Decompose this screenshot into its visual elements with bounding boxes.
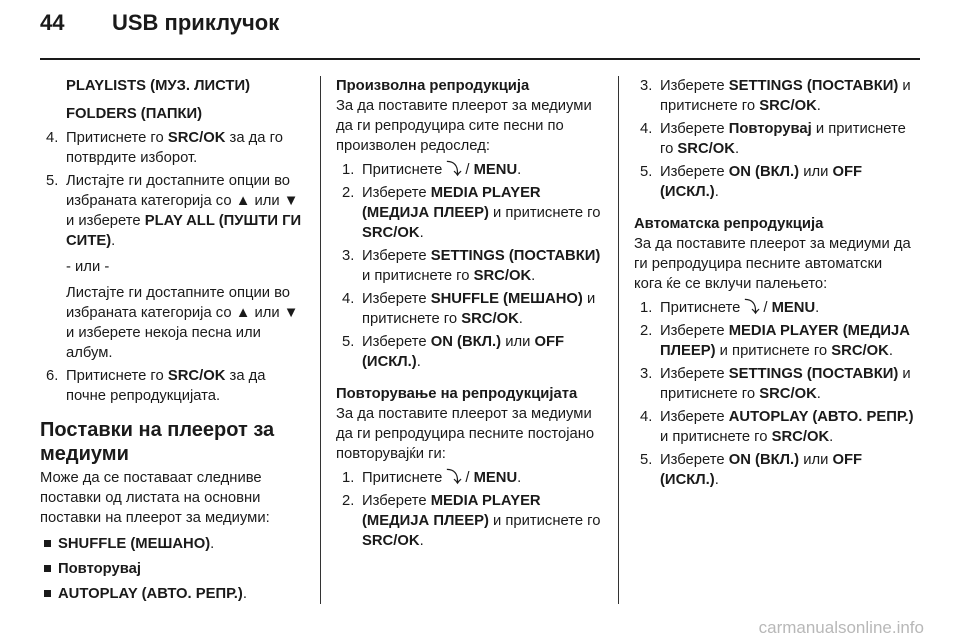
- steps-list: [40, 128, 302, 406]
- section-body: За да поставите плеерот за медиуми да ги репродуцира песните постојано повторувајќи ги:: [336, 406, 595, 462]
- list-item: SHUFFLE (МЕШАНО).: [40, 534, 302, 554]
- or-separator: - или -: [66, 259, 110, 275]
- bullet-square-icon: [44, 590, 51, 597]
- bullet-square-icon: [44, 540, 51, 547]
- list-item: 1. Притиснете ⤵ / MENU.: [342, 162, 522, 178]
- section-body: Може да се поставаат следниве поставки од листата на основни поставки на плеерот за медиуми:: [40, 470, 270, 526]
- list-item: 2. Изберете MEDIA PLAYER (МЕДИЈА ПЛЕЕР) и притиснете го SRC/OK.: [342, 185, 601, 241]
- phone-icon: ⤵: [446, 470, 462, 486]
- list-item: 4. Изберете Повторувај и притиснете го SRC/OK.: [640, 121, 906, 157]
- lead-folders: FOLDERS (ПАПКИ): [66, 106, 203, 122]
- phone-icon: ⤵: [744, 300, 760, 316]
- column-divider-2: [618, 76, 619, 604]
- list-item: 5. Листајте ги достапните опции во избраната категорија со ▲ или ▼ и изберете PLAY ALL (ПУШТИ ГИ СИТЕ). - или - Листајте ги достапните опции во избраната категорија со ▲ или ▼ и изберете некоја песна или албум.: [46, 173, 302, 361]
- page-header: [40, 10, 279, 36]
- steps-list: [634, 298, 914, 490]
- steps-list: [634, 76, 914, 202]
- bullet-list: [40, 534, 302, 604]
- list-item: 1. Притиснете ⤵ / MENU.: [640, 300, 820, 316]
- list-item: 5. Изберете ON (ВКЛ.) или OFF (ИСКЛ.).: [342, 334, 565, 370]
- lead-playlists: PLAYLISTS (МУЗ. ЛИСТИ): [66, 78, 251, 94]
- column-2: [336, 76, 604, 554]
- steps-list: [336, 160, 604, 372]
- column-divider-1: [320, 76, 321, 604]
- section-heading-shuffle: Произволна репродукција: [336, 78, 530, 94]
- list-item: 4. Изберете AUTOPLAY (АВТО. РЕПР.) и притиснете го SRC/OK.: [640, 409, 914, 445]
- list-item: 3. Изберете SETTINGS (ПОСТАВКИ) и притиснете го SRC/OK.: [342, 248, 601, 284]
- section-body: За да поставите плеерот за медиуми да ги репродуцира сите песни по произволен редослед:: [336, 98, 592, 154]
- list-item: 4. Притиснете го SRC/OK за да го потврдите изборот.: [46, 130, 283, 166]
- list-item: AUTOPLAY (АВТО. РЕПР.).: [40, 584, 302, 604]
- list-item: 2. Изберете MEDIA PLAYER (МЕДИЈА ПЛЕЕР) и притиснете го SRC/OK.: [640, 323, 910, 359]
- page-title: USB приклучок: [112, 10, 280, 35]
- steps-list: [336, 468, 604, 551]
- list-item: 5. Изберете ON (ВКЛ.) или OFF (ИСКЛ.).: [640, 164, 863, 200]
- list-item: 4. Изберете SHUFFLE (МЕШАНО) и притиснете го SRC/OK.: [342, 291, 596, 327]
- list-item: 3. Изберете SETTINGS (ПОСТАВКИ) и притиснете го SRC/OK.: [640, 78, 911, 114]
- header-rule: [40, 58, 920, 60]
- column-3: [634, 76, 914, 493]
- watermark: carmanualsonline.info: [758, 618, 924, 637]
- list-item: Повторувај: [40, 559, 302, 579]
- alt-instruction: Листајте ги достапните опции во избраната категорија со ▲ или ▼ и изберете некоја песна или албум.: [66, 285, 299, 361]
- section-heading-autoplay: Автоматска репродукција: [634, 216, 824, 232]
- section-heading-media-settings: Поставки на плеерот за медиуми: [40, 419, 275, 465]
- section-heading-repeat: Повторување на репродукцијата: [336, 386, 578, 402]
- list-item: 2. Изберете MEDIA PLAYER (МЕДИЈА ПЛЕЕР) и притиснете го SRC/OK.: [342, 493, 601, 549]
- phone-icon: ⤵: [446, 162, 462, 178]
- list-item: 3. Изберете SETTINGS (ПОСТАВКИ) и притиснете го SRC/OK.: [640, 366, 911, 402]
- section-body: За да поставите плеерот за медиуми да ги репродуцира песните автоматски кога ќе се вклучи палењето:: [634, 236, 911, 292]
- list-item: 1. Притиснете ⤵ / MENU.: [342, 470, 522, 486]
- list-item: 6. Притиснете го SRC/OK за да почне репродукцијата.: [46, 368, 266, 404]
- list-item: 5. Изберете ON (ВКЛ.) или OFF (ИСКЛ.).: [640, 452, 863, 488]
- page-number: 44: [40, 10, 65, 35]
- column-1: [40, 76, 302, 609]
- bullet-square-icon: [44, 565, 51, 572]
